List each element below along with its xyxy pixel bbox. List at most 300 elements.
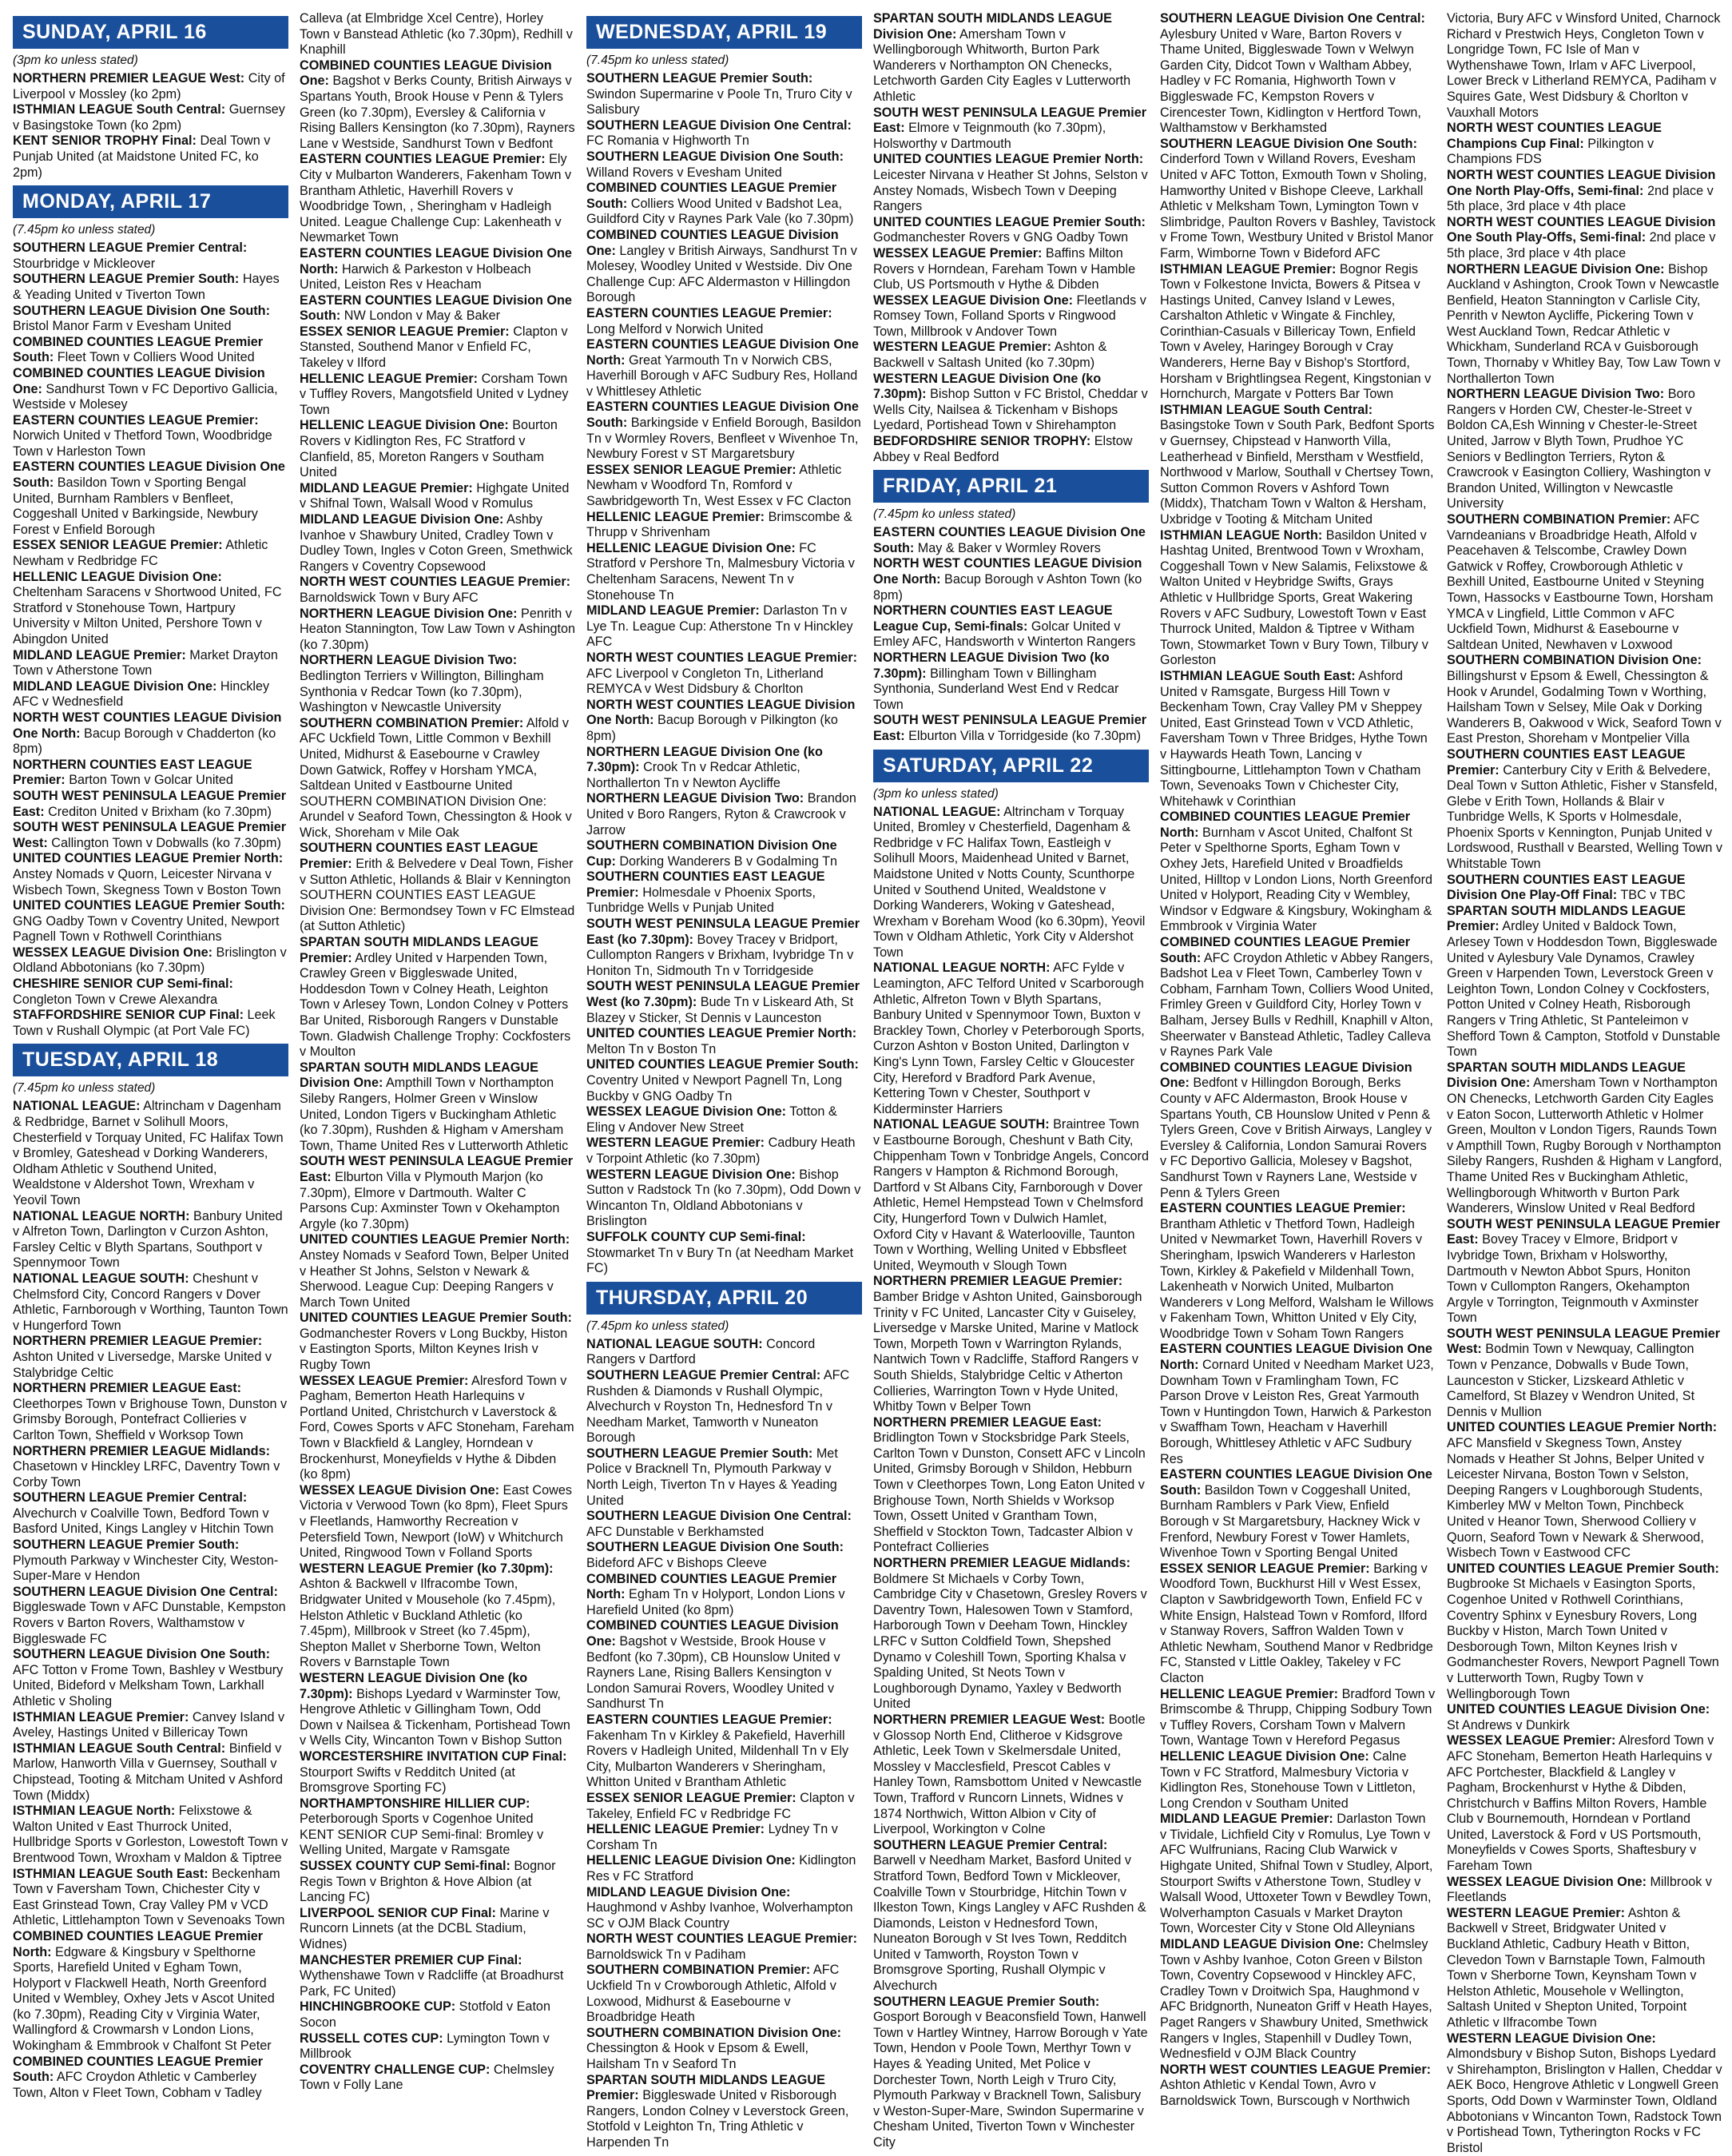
fixture-list: AFC Varndeanians v Broadbridge Heath, Alfold v Peacehaven & Telscombe, Crawley Down Gatwick v Roffey, Crowborough Athletic v Bexhill United, Eastbourne United v Steyning Town, Hassocks v Eastbourne Town, Horsham YMCA v Lingfield, Little Common v AFC Uckfield Town, Midhurst & Easebourne v Saltdean United, Newhaven v Loxwood: [1447, 512, 1714, 652]
fixture-entry: [873, 340, 1149, 371]
fixture-list: Bishops Lyedard v Warminster Tow, Hengrove Athletic v Gillingham Town, Odd Down v Nailsea & Tickenham, Portishead Town v Wells City, Wincanton Town v Bishop Sutton: [300, 1686, 570, 1748]
fixture-entry: [13, 1334, 288, 1381]
fixture-entry: [586, 2026, 862, 2073]
fixture-list: Elburton Villa v Plymouth Marjon (ko 7.30pm), Elmore v Dartmouth. Walter C Parsons Cup: Axminster Town v Okehampton Argyle (ko 7.30pm): [300, 1169, 560, 1231]
fixture-list: AFC Dunstable v Berkhamsted: [586, 1524, 765, 1539]
fixture-list: Chelmsley Town v Ashby Ivanhoe, Coton Green v Bilston Town, Coventry Copsewood v Hinckley AFC, Cradley Town v Droitwich Spa, Haughmond v AFC Bridgnorth, Nuneaton Griff v Heath Hayes, Paget Rangers v Shawbury United, Smethwick Rangers v Ingles, Stapenhill v Dudley Town, Wednesfield v OJM Black Country: [1160, 1937, 1432, 2062]
fixture-list: Stotfold v Eaton Socon: [300, 1999, 550, 2030]
competition-name: SOUTHERN LEAGUE Premier South:: [586, 1446, 813, 1461]
competition-name: ISTHMIAN LEAGUE South East:: [13, 1866, 209, 1881]
fixture-list: Baffins Milton Rovers v Horndean, Fareham Town v Hamble Club, US Portsmouth v Hythe & Dibden: [873, 245, 1136, 292]
fixture-list: AFC Uckfield Tn v Crowborough Athletic, Alfold v Loxwood, Midhurst & Easebourne v Broadbridge Heath: [586, 1963, 840, 2025]
competition-name: SOUTHERN COMBINATION Division One:: [586, 2025, 841, 2040]
competition-name: SPARTAN SOUTH MIDLANDS LEAGUE Division One:: [873, 11, 1112, 42]
fixture-list: Congleton Town v Crewe Alexandra: [13, 992, 218, 1007]
competition-name: SOUTHERN COMBINATION Division One Cup:: [586, 838, 837, 869]
fixture-list: Stourport Swifts v Redditch United (at Bromsgrove Sporting FC): [300, 1764, 515, 1796]
competition-name: SOUTHERN LEAGUE Premier South:: [13, 1537, 240, 1553]
competition-name: SPARTAN SOUTH MIDLANDS LEAGUE Premier:: [300, 935, 538, 965]
fixture-list: Edgware & Kingsbury v Spelthorne Sports, Harefield United v Egham Town, Holyport v Flackwell Heath, North Greenford United v Wembley, Oxhey Jets v Ascot United (ko 7.30pm), Reading City v Virginia Water, Wallingford & Crowmarsh v London Lions, Wokingham & Emmbrook v Chalfont St Peter: [13, 1944, 275, 2054]
fixture-list: Long Melford v Norwich United: [586, 321, 764, 336]
fixture-list: Ardley United v Baldock Town, Arlesey Town v Hoddesdon Town, Biggleswade United v Aylesbury Vale Dynamos, Crawley Green v Harpenden Town, Leverstock Green v Leighton Town, London Colney v Cockfosters, Potton United v Colney Heath, Risborough Rangers v Tring Athletic, St Panteleimon v Shefford Town & Campton, Stotfold v Dunstable Town: [1447, 919, 1721, 1060]
competition-name: EASTERN COUNTIES LEAGUE Division One North:: [586, 337, 859, 368]
kickoff-note: (3pm ko unless stated): [13, 54, 138, 67]
fixture-entry: [300, 888, 575, 935]
fixture-list: Calne Town v FC Stratford, Malmesbury Victoria v Kidlington Res, Stonehouse Town v Littleton, Long Crendon v Southam United: [1160, 1748, 1416, 1811]
competition-name: NORTHERN PREMIER LEAGUE Midlands:: [13, 1443, 270, 1458]
competition-name: WESTERN LEAGUE Division One (ko 7.30pm):: [873, 371, 1102, 402]
fixture-entry: [586, 603, 862, 650]
fixture-entry: [873, 372, 1149, 434]
fixture-list: Stowmarket Tn v Bury Tn (at Needham Market FC): [586, 1245, 854, 1276]
fixture-entry: [586, 791, 862, 838]
fixture-list: Burnham v Ascot United, Chalfont St Peter v Spelthorne Sports, Egham Town v Oxhey Jets, Harefield United v Broadfields United, Hilltop v London Lions, North Greenford United v Holyport, Reading City v Wembley, Windsor v Edgware & Kingsbury, Wokingham & Emmbrook v Virginia Water: [1160, 825, 1433, 934]
fixture-list: Clapton v Takeley, Enfield FC v Redbridge FC: [586, 1790, 855, 1821]
competition-name: MIDLAND LEAGUE Premier:: [586, 603, 760, 619]
fixture-list: Bagshot v Westside, Brook House v Bedfont (ko 7.30pm), CB Hounslow United v Rayners Lane, Rising Ballers Kensington v London Samurai Rovers, Woodley United v Sandhurst Tn: [586, 1634, 840, 1712]
fixture-entry: [300, 58, 575, 153]
day-header: TUESDAY, APRIL 18: [13, 1044, 288, 1076]
fixture-entry: [586, 1540, 862, 1571]
competition-name: MIDLAND LEAGUE Division One:: [1160, 1937, 1365, 1952]
competition-name: COMBINED COUNTIES LEAGUE Division One:: [300, 58, 552, 89]
fixture-list: Fleet Town v Colliers Wood United: [57, 350, 255, 365]
competition-name: ESSEX SENIOR LEAGUE Premier:: [586, 462, 796, 477]
competition-name: SOUTH WEST PENINSULA LEAGUE Premier East (ko 7.30pm):: [586, 917, 860, 947]
fixture-list: Bognor Regis Town v Brighton & Hove Albion (at Lancing FC): [300, 1859, 556, 1905]
fixture-list: Godmanchester Rovers v Long Buckby, Histon v Eastington Sports, Milton Keynes Irish v Rugby Town: [300, 1326, 568, 1373]
competition-name: SOUTHERN LEAGUE Division One South:: [586, 149, 844, 164]
fixture-entry: [1447, 653, 1722, 747]
fixtures-column-1: [13, 11, 288, 2100]
competition-name: NORTHERN PREMIER LEAGUE West:: [13, 71, 245, 86]
competition-name: SOUTHERN LEAGUE Division One Central:: [1160, 11, 1425, 26]
fixture-list: Alresford Town v AFC Stoneham, Bemerton Heath Harlequins v AFC Portchester, Blackfield & Langley v Pagham, Brockenhurst v Hythe & Dibden, Christchurch v Baffins Milton Rovers, Hamble Club v Bournemouth, Horndean v Portland United, Laverstock & Ford v US Portsmouth, Moneyfields v Cowes Sports, Shaftesbury v Fareham Town: [1447, 1733, 1714, 1874]
fixture-entry: [586, 917, 862, 979]
fixture-entry: [586, 1136, 862, 1167]
fixture-entry: [13, 648, 288, 679]
fixture-list: SOUTHERN COMBINATION Division One: Arundel v Seaford Town, Chessington & Hook v Wick, Shoreham v Mile Oak: [300, 794, 572, 840]
fixture-entry: [13, 820, 288, 851]
competition-name: ISTHMIAN LEAGUE South East:: [1160, 668, 1356, 683]
fixture-list: Clapton v Stansted, Southend Manor v Enfield FC, Takeley v Ilford: [300, 324, 568, 371]
competition-name: COMBINED COUNTIES LEAGUE Division One:: [1160, 1060, 1412, 1091]
fixture-list: SOUTHERN COUNTIES EAST LEAGUE Division One: Bermondsey Town v FC Elmstead (at Sutton Athletic): [300, 888, 575, 934]
fixture-entry: [300, 1671, 575, 1749]
day-header: THURSDAY, APRIL 20: [586, 1282, 862, 1315]
fixture-list: Athletic Newham v Redbridge FC: [13, 538, 268, 569]
competition-name: NORTHAMPTONSHIRE HILLIER CUP:: [300, 1796, 530, 1811]
fixture-entry: [300, 1060, 575, 1155]
fixture-list: Canterbury City v Erith & Belvedere, Deal Town v Sutton Athletic, Fisher v Stansfeld, Glebe v Erith Town, Hollands & Blair v Tunbridge Wells, K Sports v Holmesdale, Phoenix Sports v Kennington, Punjab United v Lordswood, Rusthall v Bearsted, Welling Town v Whitstable Town: [1447, 762, 1722, 872]
competition-name: NORTH WEST COUNTIES LEAGUE Division One North:: [586, 697, 856, 728]
competition-name: COMBINED COUNTIES LEAGUE Premier South:: [13, 2054, 264, 2085]
fixture-entry: [13, 1867, 288, 1929]
competition-name: SOUTHERN COMBINATION Division One:: [1447, 653, 1702, 668]
fixture-list: Bishop Auckland v Ashington, Crook Town v Newcastle Benfield, Heaton Stannington v Carlisle City, Penrith v Newton Aycliffe, Pickering Town v West Auckland Town, Redcar Athletic v Whickham, Sunderland RCA v Guisborough Town, Thornaby v Whitley Bay, Tow Law Town v Northallerton Town: [1447, 261, 1721, 386]
competition-name: ISTHMIAN LEAGUE South Central:: [13, 1740, 226, 1756]
fixture-entry: [1160, 1812, 1436, 1937]
fixture-list: Highgate United v Shifnal Town, Walsall Wood v Romulus: [300, 480, 570, 511]
competition-name: SOUTHERN COUNTIES EAST LEAGUE Division One Play-Off Final:: [1447, 872, 1686, 903]
fixture-list: Peterborough Sports v Cogenhoe United: [300, 1812, 534, 1827]
fixture-list: East Cowes Victoria v Verwood Town (ko 8pm), Fleet Spurs v Fleetlands, Hamworthy Recreation v Petersfield Town, Newport (IoW) v Whitchurch United, Ringwood Town v Folland Sports: [300, 1482, 572, 1561]
competition-name: SOUTHERN LEAGUE Division One South:: [1160, 136, 1417, 151]
fixture-entry: [13, 1209, 288, 1271]
competition-name: CHESHIRE SENIOR CUP Semi-final:: [13, 977, 233, 992]
fixture-entry: [586, 118, 862, 149]
fixture-list: Chessington & Hook v Epsom & Ewell, Hailsham Tn v Seaford Tn: [586, 2041, 809, 2072]
competition-name: UNITED COUNTIES LEAGUE Premier North:: [586, 1026, 857, 1041]
competition-name: NORTHERN PREMIER LEAGUE Premier:: [873, 1274, 1123, 1289]
day-header: MONDAY, APRIL 17: [13, 185, 288, 218]
fixture-list: Brantham Athletic v Thetford Town, Hadleigh United v Newmarket Town, Haverhill Rovers v Sheringham, Ipswich Wanderers v Harleston Town, Kirkley & Pakefield v Mildenhall Town, Lakenheath v Norwich United, Mulbarton Wanderers v Long Melford, Walsham le Willows v Fakenham Town, Whitton United v Ely City, Woodbridge Town v Soham Town Rangers: [1160, 1216, 1434, 1341]
fixture-list: Barwell v Needham Market, Basford United v Stratford Town, Bedford Town v Mickleover, Coalville Town v Stourbridge, Hitchin Town v Ilkeston Town, Kings Langley v AFC Rushden & Diamonds, Leiston v Hednesford Town, Nuneaton Borough v St Ives Town, Redditch United v Tamworth, Royston Town v Bromsgrove Sporting, Rushall Olympic v Alvechurch: [873, 1853, 1146, 1994]
fixture-entry: [300, 2031, 575, 2063]
fixture-list: Langley v British Airways, Sandhurst Tn v Molesey, Woodley United v Westside. Div One Challenge Cup: AFC Aldermaston v Hillingdon Borough: [586, 243, 857, 305]
kickoff-note: (7.45pm ko unless stated): [873, 507, 1016, 522]
fixture-list: Cornard United v Needham Market U23, Downham Town v Framlingham Town, FC Parson Drove v Leiston Res, Great Yarmouth Town v Huntingdon Town, Harwich & Parkeston v Swaffham Town, Heacham v Haverhill Borough, Whittlesey Athletic v AFC Sudbury Res: [1160, 1358, 1434, 1466]
fixture-list: Fakenham Tn v Kirkley & Pakefield, Haverhill Rovers v Hadleigh United, Mildenhall Tn v Ely City, Mulbarton Wanderers v Sheringham, Whitton United v Brantham Athletic: [586, 1728, 849, 1790]
fixture-entry: [586, 1509, 862, 1540]
fixture-entry: [300, 11, 575, 58]
fixtures-column-5: [1160, 11, 1436, 2108]
fixture-list: Millbrook v Fleetlands: [1447, 1874, 1712, 1905]
fixture-list: Melton Tn v Boston Tn: [586, 1041, 717, 1056]
competition-name: EASTERN COUNTIES LEAGUE Division One South:: [13, 459, 285, 491]
fixture-list: Concord Rangers v Dartford: [586, 1336, 816, 1367]
competition-name: SPARTAN SOUTH MIDLANDS LEAGUE Division One:: [300, 1060, 538, 1091]
fixture-entry: [586, 337, 862, 400]
fixture-entry: [1447, 1060, 1722, 1217]
competition-name: SOUTH WEST PENINSULA LEAGUE Premier East:: [13, 788, 287, 819]
competition-name: NATIONAL LEAGUE:: [13, 1099, 141, 1114]
fixture-list: Penrith v Heaton Stannington, Tow Law Town v Ashington (ko 7.30pm): [300, 606, 575, 652]
fixture-entry: [300, 418, 575, 480]
fixture-entry: [1447, 262, 1722, 388]
fixture-list: Bourton Rovers v Kidlington Res, FC Stratford v Clanfield, 85, Moreton Rangers v Southam United: [300, 418, 558, 480]
competition-name: UNITED COUNTIES LEAGUE Premier South:: [300, 1311, 572, 1326]
competition-name: EASTERN COUNTIES LEAGUE Premier:: [586, 305, 832, 320]
fixture-list: Athletic Newham v Woodford Tn, Romford v Sawbridgeworth Tn, West Essex v FC Clacton: [586, 462, 852, 509]
competition-name: COMBINED COUNTIES LEAGUE Premier South:: [13, 334, 264, 365]
competition-name: NORTHERN LEAGUE Division One (ko 7.30pm):: [586, 744, 823, 775]
competition-name: SOUTH WEST PENINSULA LEAGUE Premier East:: [300, 1154, 574, 1184]
fixture-entry: [873, 1117, 1149, 1274]
fixture-list: AFC Croydon Athletic v Camberley Town, Alton v Fleet Town, Cobham v Tadley: [13, 2070, 262, 2100]
competition-name: NORTH WEST COUNTIES LEAGUE Division One South Play-Offs, Semi-final:: [1447, 214, 1716, 245]
day-header: WEDNESDAY, APRIL 19: [586, 16, 862, 49]
fixture-list: FC Stratford v Pershore Tn, Malmesbury Victoria v Cheltenham Saracens, Newent Tn v Stonehouse Tn: [586, 540, 855, 603]
competition-name: SOUTHERN LEAGUE Premier South:: [586, 71, 813, 86]
fixture-list: FC Romania v Highworth Tn: [586, 133, 749, 149]
fixture-list: Basildon Town v Coggeshall United, Burnham Ramblers v Park View, Enfield Borough v St Margaretsbury, Hackney Wick v Frenford, Newbury Forest v Tower Hamlets, Wivenhoe Town v Sporting Bengal United: [1160, 1482, 1420, 1561]
fixture-list: Bognor Regis Town v Folkestone Invicta, Bowers & Pitsea v Hastings United, Canvey Island v Lewes, Carshalton Athletic v Wingate & Finchley, Corinthian-Casuals v Billericay Town, Enfield Town v Aveley, Haringey Borough v Cray Wanderers, Herne Bay v Bishop's Stortford, Horsham v Brightlingsea Regent, Kingstonian v Hornchurch, Margate v Potters Bar Town: [1160, 261, 1432, 402]
fixture-entry: [586, 1853, 862, 1884]
competition-name: SOUTHERN COUNTIES EAST LEAGUE Premier:: [586, 869, 825, 900]
fixture-entry: [873, 215, 1149, 246]
fixture-list: Market Drayton Town v Atherstone Town: [13, 647, 278, 678]
fixture-entry: [300, 1906, 575, 1953]
fixture-entry: [1447, 1561, 1722, 1702]
fixture-entry: [586, 541, 862, 603]
fixture-list: Biggleswade United v Risborough Rangers, London Colney v Leverstock Green, Stotfold v Leighton Tn, Tring Athletic v Harpenden Tn: [586, 2088, 849, 2150]
fixture-entry: [300, 1999, 575, 2031]
fixture-entry: [1447, 2031, 1722, 2156]
fixture-list: Ashton & Backwell v Saltash United (ko 7.30pm): [873, 340, 1107, 371]
competition-name: SOUTHERN COMBINATION Premier:: [1447, 512, 1671, 527]
competition-name: ISTHMIAN LEAGUE South Central:: [1160, 402, 1373, 417]
fixture-list: AFC Liverpool v Congleton Tn, Litherland REMYCA v West Didsbury & Chorlton: [586, 666, 824, 697]
fixture-list: Holmesdale v Phoenix Sports, Tunbridge Wells v Punjab United: [586, 885, 816, 916]
competition-name: SOUTHERN COUNTIES EAST LEAGUE Premier:: [1447, 746, 1686, 778]
fixture-entry: [586, 1368, 862, 1446]
fixture-entry: [1160, 528, 1436, 669]
fixture-entry: [586, 228, 862, 306]
fixture-entry: [1160, 935, 1436, 1060]
fixture-list: Norwich United v Thetford Town, Woodbridge Town v Harleston Town: [13, 428, 272, 459]
fixture-list: Darlaston Tn v Lye Tn. League Cup: Atherstone Tn v Hinckley AFC: [586, 603, 853, 650]
fixture-entry: [1160, 403, 1436, 528]
fixture-list: Leicester Nirvana v Heather St Johns, Selston v Anstey Nomads, Wisbech Town v Deeping Rangers: [873, 167, 1148, 214]
fixture-list: Biggleswade Town v AFC Dunstable, Kempston Rovers v Barton Rovers, Walthamstow v Biggleswade FC: [13, 1600, 286, 1646]
fixture-entry: [13, 1929, 288, 2055]
fixture-list: Ashton United v Liversedge, Marske United v Stalybridge Celtic: [13, 1349, 272, 1380]
fixture-list: Cinderford Town v Willand Rovers, Evesham United v AFC Totton, Exmouth Town v Sholing, Hamworthy United v Bishope Cleeve, Larkhall Athletic v Melksham Town, Lymington Town v Slimbridge, Paulton Rovers v Bashley, Tavistock v Frome Town, Westbury United v Bristol Manor Farm, Wimborne Town v Bideford AFC: [1160, 152, 1436, 261]
competition-name: WESTERN LEAGUE Premier:: [1447, 1905, 1626, 1920]
fixture-entry: [1160, 137, 1436, 262]
fixture-entry: [300, 152, 575, 246]
fixture-entry: [300, 794, 575, 841]
competition-name: NORTHERN LEAGUE Division Two:: [586, 791, 804, 806]
competition-name: MIDLAND LEAGUE Premier:: [1160, 1812, 1333, 1827]
fixture-entry: [1160, 11, 1436, 137]
fixture-list: GNG Oadby Town v Coventry United, Newport Pagnell Town v Rothwell Corinthians: [13, 913, 280, 945]
fixture-entry: [586, 400, 862, 462]
fixture-list: Ashton & Backwell v Ilfracombe Town, Bridgwater United v Mousehole (ko 7.45pm), Helston Athletic v Buckland Athletic (ko 7.45pm), Millbrook v Street (ko 7.45pm), Shepton Mallet v Sherborne Town, Welton Rovers v Barnstaple Town: [300, 1577, 556, 1670]
competition-name: NORTHERN PREMIER LEAGUE East:: [873, 1414, 1102, 1430]
fixture-list: Great Yarmouth Tn v Norwich CBS, Haverhill Borough v AFC Sudbury Res, Holland v Whittlesey Athletic: [586, 352, 858, 399]
kickoff-note: (7.45pm ko unless stated): [586, 54, 729, 67]
fixture-list: May & Baker v Wormley Rovers: [917, 540, 1101, 555]
competition-name: SOUTHERN COUNTIES EAST LEAGUE Premier:: [300, 841, 538, 872]
fixture-entry: [13, 1099, 288, 1208]
competition-name: NORTHERN PREMIER LEAGUE East:: [13, 1381, 242, 1396]
fixture-list: Billingham Town v Billingham Synthonia, Sunderland West End v Redcar Town: [873, 666, 1119, 712]
competition-name: HELLENIC LEAGUE Division One:: [300, 418, 509, 433]
fixture-entry: [13, 459, 288, 538]
fixture-list: Basingstoke Town v South Park, Bedfont Sports v Guernsey, Chipstead v Hanworth Villa, Leatherhead v Binfield, Merstham v Westfield, Northwood v Marlow, Southall v Chertsey Town, Sutton Common Rovers v Ashford Town (Middx), Thatcham Town v Walton & Hersham, Uxbridge v Tooting & Mitcham United: [1160, 418, 1435, 527]
fixture-list: Bacup Borough v Chadderton (ko 8pm): [13, 726, 276, 757]
competition-name: SOUTHERN LEAGUE Division One Central:: [586, 117, 852, 133]
competition-name: RUSSELL COTES CUP:: [300, 2031, 443, 2046]
fixture-entry: [13, 1647, 288, 1709]
fixture-entry: [586, 1026, 862, 1057]
fixture-entry: [300, 481, 575, 512]
fixture-list: Cleethorpes Town v Brighouse Town, Dunston v Grimsby Borough, Pontefract Collieries v Carlton Town, Sheffield v Worksop Town: [13, 1396, 288, 1442]
fixture-entry: [1447, 873, 1722, 904]
competition-name: NATIONAL LEAGUE NORTH:: [873, 961, 1051, 976]
fixture-entry: [1447, 1327, 1722, 1421]
fixture-list: Swindon Supermarine v Poole Tn, Truro City v Salisbury: [586, 86, 852, 117]
fixture-entry: [1447, 1875, 1722, 1906]
fixture-entry: [13, 133, 288, 181]
fixture-list: Bedlington Terriers v Willington, Billingham Synthonia v Redcar Town (ko 7.30pm), Washington v Newcastle University: [300, 668, 544, 715]
fixture-entry: [586, 1931, 862, 1963]
competition-name: EASTERN COUNTIES LEAGUE Division One North:: [1160, 1342, 1432, 1373]
competition-name: ISTHMIAN LEAGUE Premier:: [1160, 261, 1337, 276]
fixture-list: Binfield v Marlow, Hanworth Villa v Guernsey, Southall v Chipstead, Tooting & Mitcham United v Ashford Town (Middx): [13, 1740, 284, 1803]
fixture-entry: [873, 961, 1149, 1117]
competition-name: UNITED COUNTIES LEAGUE Premier North:: [300, 1232, 570, 1247]
competition-name: SOUTHERN LEAGUE Premier South:: [873, 1994, 1100, 2009]
competition-name: COMBINED COUNTIES LEAGUE Premier North:: [586, 1571, 837, 1602]
fixture-list: Basildon Town v Sporting Bengal United, Burnham Ramblers v Benfleet, Coggeshall United v Barkingside, Newbury Forest v Enfield Borough: [13, 475, 258, 537]
fixture-list: Dorking Wanderers B v Godalming Tn: [619, 853, 837, 869]
competition-name: EASTERN COUNTIES LEAGUE Premier:: [13, 412, 259, 428]
fixture-entry: [586, 181, 862, 228]
fixture-list: Lydney Tn v Corsham Tn: [586, 1822, 838, 1852]
fixture-list: Kidlington Res v FC Stratford: [586, 1853, 856, 1884]
fixture-entry: [1160, 2063, 1436, 2110]
fixture-list: Almondsbury v Bishop Suton, Bishops Lyedard v Shirehampton, Brislington v Hallen, Cheddar v AEK Boco, Hengrove Athletic v Longwell Green Sports, Odd Down v Warminster Town, Oldland Abbotonians v Wincanton Town, Radstock Town v Portishead Town, Tytherington Rocks v FC Bristol: [1447, 2047, 1722, 2155]
fixture-list: Elmore v Teignmouth (ko 7.30pm), Holsworthy v Dartmouth: [873, 121, 1106, 151]
fixture-list: Marine v Runcorn Linnets (at the DCBL Stadium, Widnes): [300, 1905, 550, 1952]
competition-name: ISTHMIAN LEAGUE North:: [13, 1804, 176, 1819]
fixture-entry: [873, 1274, 1149, 1414]
fixtures-column-2: [300, 11, 575, 2093]
fixture-list: Cadbury Heath v Torpoint Athletic (ko 7.30pm): [586, 1136, 856, 1166]
competition-name: HINCHINGBROOKE CUP:: [300, 1999, 456, 2015]
fixture-list: Coventry United v Newport Pagnell Tn, Long Buckby v GNG Oadby Tn: [586, 1073, 843, 1104]
fixture-list: Pilkington v Champions FDS: [1447, 136, 1655, 167]
fixture-list: Bridlington Town v Stocksbridge Park Steels, Carlton Town v Dunston, Consett AFC v Lincoln United, Grimsby Borough v Shildon, Hebburn Town v Cleethorpes Town, Long Eaton United v Brighouse Town, North Shields v Worksop Town, Ossett United v Grantham Town, Sheffield v Stockton Town, Tadcaster Albion v Pontefract Collieries: [873, 1430, 1146, 1555]
competition-name: UNITED COUNTIES LEAGUE Premier South:: [13, 898, 285, 913]
fixture-entry: [586, 869, 862, 917]
fixtures-column-4: [873, 11, 1149, 2150]
fixture-entry: [13, 570, 288, 648]
fixture-list: Brandon United v Boro Rangers, Ryton & Crawcrook v Jarrow: [586, 791, 856, 837]
fixture-list: Barnoldswick Town v Bury AFC: [300, 590, 479, 605]
competition-name: SOUTHERN COMBINATION Premier:: [586, 1963, 811, 1978]
competition-name: WESTERN LEAGUE Premier (ko 7.30pm):: [300, 1561, 554, 1576]
fixture-entry: [300, 1749, 575, 1796]
competition-name: EASTERN COUNTIES LEAGUE Premier:: [300, 152, 546, 167]
competition-name: SOUTH WEST PENINSULA LEAGUE Premier West (ko 7.30pm):: [586, 979, 860, 1010]
fixture-entry: [586, 1057, 862, 1104]
fixture-entry: [300, 1561, 575, 1671]
competition-name: KENT SENIOR TROPHY Final:: [13, 133, 197, 149]
fixture-entry: [13, 1710, 288, 1741]
fixture-list: Boldmere St Michaels v Corby Town, Cambridge City v Chasetown, Gresley Rovers v Daventry Town, Halesowen Town v Stamford, Harborough Town v Deeham Town, Hinckley LRFC v Sutton Coldfield Town, Shepshed Dynamo v Coleshill Town, Sporting Khalsa v Spalding United, St Neots Town v Loughborough Dynamo, Yaxley v Bedworth United: [873, 1571, 1147, 1712]
fixture-entry: [586, 1791, 862, 1822]
competition-name: NATIONAL LEAGUE SOUTH:: [586, 1336, 763, 1351]
fixture-entry: [300, 575, 575, 606]
fixture-list: Aylesbury United v Ware, Barton Rovers v Thame United, Biggleswade Town v Welwyn Garden City, Didcot Town v Waltham Abbey, Hadley v FC Romania, Highworth Town v Biggleswade FC, Kempston Rovers v Cirencester Town, Kidlington v Hertford Town, Walthamstow v Berkhamsted: [1160, 26, 1421, 136]
fixture-list: Met Police v Bracknell Tn, Plymouth Parkway v North Leigh, Tiverton Tn v Hayes & Yeading United: [586, 1446, 838, 1508]
fixture-entry: [300, 1483, 575, 1561]
competition-name: HELLENIC LEAGUE Division One:: [1160, 1748, 1369, 1764]
fixtures-column-3: [586, 11, 862, 2150]
fixture-entry: [873, 650, 1149, 713]
fixture-list: Colliers Wood United v Badshot Lea, Guildford City v Raynes Park Vale (ko 7.30pm): [586, 196, 854, 227]
fixture-entry: [13, 1490, 288, 1537]
fixture-entry: [13, 851, 288, 898]
fixture-entry: [13, 1537, 288, 1585]
competition-name: WESSEX LEAGUE Division One:: [13, 945, 213, 960]
competition-name: SUSSEX COUNTY CUP Semi-final:: [300, 1859, 510, 1874]
competition-name: COMBINED COUNTIES LEAGUE Premier South:: [1160, 935, 1411, 965]
competition-name: UNITED COUNTIES LEAGUE Premier North:: [13, 851, 284, 866]
fixture-list: Fleetlands v Romsey Town, Folland Sports v Ringwood Town, Millbrook v Andover Town: [873, 292, 1146, 339]
fixture-list: Willand Rovers v Evesham United: [586, 165, 782, 180]
fixture-list: Ardley United v Harpenden Town, Crawley Green v Biggleswade United, Hoddesdon Town v Colney Heath, Leighton Town v Arlesey Town, London Colney v Potters Bar United, Risborough Rangers v Dunstable Town. Gladwish Challenge Trophy: Cockfosters v Moulton: [300, 950, 571, 1060]
fixture-entry: [300, 2063, 575, 2094]
fixture-entry: [1447, 904, 1722, 1060]
competition-name: ISTHMIAN LEAGUE South Central:: [13, 102, 226, 117]
fixture-entry: [13, 538, 288, 569]
fixture-entry: [586, 510, 862, 541]
fixture-entry: [586, 1337, 862, 1368]
competition-name: SPARTAN SOUTH MIDLANDS LEAGUE Division One:: [1447, 1060, 1686, 1091]
fixture-list: KENT SENIOR CUP Semi-final: Bromley v Welling United, Margate v Ramsgate: [300, 1827, 544, 1858]
fixture-list: Barkingside v Enfield Borough, Basildon Tn v Wormley Rovers, Benfleet v Wivenhoe Tn, Newbury Forest v ST Margaretsbury: [586, 416, 861, 462]
competition-name: UNITED COUNTIES LEAGUE Premier South:: [1447, 1561, 1719, 1576]
fixture-list: AFC Rushden & Diamonds v Rushall Olympic, Alvechurch v Royston Tn, Hednesford Tn v Needham Market, Tamworth v Nuneaton Borough: [586, 1367, 850, 1446]
day-header: FRIDAY, APRIL 21: [873, 470, 1149, 503]
fixture-list: Bradford Town v Brimscombe & Thrupp, Chipping Sodbury Town v Tuffley Rovers, Corsham Town v Malvern Town, Wantage Town v Hereford Pegasus: [1160, 1686, 1436, 1748]
fixture-list: Ampthill Town v Northampton Sileby Rangers, Holmer Green v Winslow United, London Tigers v Buckingham Athletic (ko 7.30pm), Rushden & Higham v Amersham Town, Thame United Res v Lutterworth Athletic: [300, 1076, 569, 1153]
fixture-list: Wythenshawe Town v Radcliffe (at Broadhurst Park, FC United): [300, 1968, 564, 1999]
competition-name: NORTHERN LEAGUE Division One:: [300, 606, 518, 621]
competition-name: NORTH WEST COUNTIES LEAGUE Premier:: [586, 1931, 858, 1947]
competition-name: HELLENIC LEAGUE Division One:: [13, 569, 222, 584]
fixture-entry: [1447, 11, 1722, 121]
competition-name: NORTHERN LEAGUE Division Two (ko 7.30pm):: [873, 650, 1110, 681]
competition-name: BEDFORDSHIRE SENIOR TROPHY:: [873, 434, 1091, 449]
competition-name: NORTH WEST COUNTIES LEAGUE Premier:: [1160, 2062, 1432, 2077]
competition-name: ISTHMIAN LEAGUE Premier:: [13, 1709, 189, 1724]
competition-name: HELLENIC LEAGUE Division One:: [586, 540, 796, 555]
competition-name: WESSEX LEAGUE Division One:: [586, 1104, 787, 1120]
fixture-entry: [586, 1446, 862, 1509]
fixture-entry: [873, 1712, 1149, 1838]
fixture-list: Alfold v AFC Uckfield Town, Little Common v Bexhill United, Midhurst & Easebourne v Crawley Down Gatwick, Roffey v Horsham YMCA, Saltdean United v Eastbourne United: [300, 715, 570, 794]
competition-name: NORTH WEST COUNTIES LEAGUE Premier:: [300, 575, 571, 590]
competition-name: WESTERN LEAGUE Division One:: [1447, 2031, 1656, 2046]
fixture-entry: [873, 603, 1149, 650]
competition-name: MIDLAND LEAGUE Division One:: [13, 678, 217, 694]
fixture-entry: [13, 945, 288, 977]
competition-name: COMBINED COUNTIES LEAGUE Division One:: [586, 227, 839, 258]
fixture-list: Totton & Eling v Andover New Street: [586, 1104, 837, 1135]
fixture-list: City of Liverpool v Mossley (ko 2pm): [13, 71, 285, 101]
fixture-list: Amersham Town v Wellingborough Whitworth, Burton Park Wanderers v Northampton ON Chenecks, Letchworth Garden City Eagles v Lutterworth Athletic: [873, 26, 1131, 104]
fixture-entry: [586, 698, 862, 745]
fixture-list: 2nd place v 5th place, 3rd place v 4th place: [1447, 183, 1714, 214]
fixture-list: Bacup Borough v Pilkington (ko 8pm): [586, 713, 838, 743]
fixture-entry: [13, 977, 288, 1008]
fixture-entry: [1160, 1342, 1436, 1467]
fixture-entry: [300, 1796, 575, 1828]
fixture-entry: [1160, 669, 1436, 809]
fixture-entry: [586, 1822, 862, 1853]
fixture-list: Calleva (at Elmbridge Xcel Centre), Horley Town v Banstead Athletic (ko 7.30pm), Redhill v Knaphill: [300, 11, 573, 58]
fixture-list: Altrincham v Dagenham & Redbridge, Barnet v Solihull Moors, Chesterfield v Torquay United, FC Halifax Town v Bromley, Gateshead v Dorking Wanderers, Oldham Athletic v Southend United, Wealdstone v Aldershot Town, Wrexham v Yeovil Town: [13, 1099, 284, 1207]
competition-name: HELLENIC LEAGUE Division One:: [586, 1853, 796, 1868]
competition-name: SOUTHERN LEAGUE Premier Central:: [873, 1837, 1108, 1852]
fixture-entry: [13, 1381, 288, 1443]
